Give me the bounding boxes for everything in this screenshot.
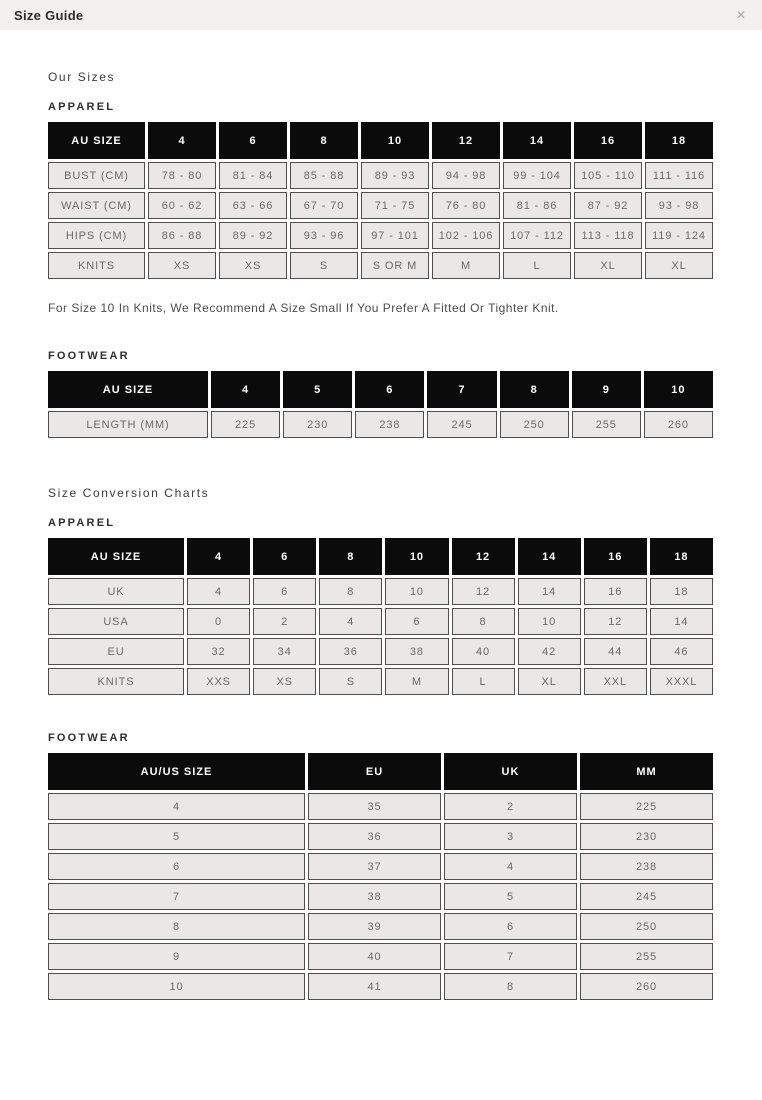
table-body-cell: 7 (48, 883, 305, 910)
table-header-cell: 10 (361, 122, 429, 159)
table-body-cell: 119 - 124 (645, 222, 713, 249)
table-body-cell: 12 (452, 578, 515, 605)
section-title-conversion: Size Conversion Charts (48, 486, 210, 500)
table-body-cell: KNITS (48, 252, 145, 279)
table-body-cell: 71 - 75 (361, 192, 429, 219)
table-body-cell: 7 (444, 943, 577, 970)
table-body-cell: 260 (644, 411, 713, 438)
table-header-cell: 6 (219, 122, 287, 159)
table-body-cell: 4 (319, 608, 382, 635)
table-header-cell: 7 (427, 371, 496, 408)
table-header-cell: 4 (187, 538, 250, 575)
table-header-cell: 10 (385, 538, 448, 575)
table-body-cell: S (319, 668, 382, 695)
table-body-cell: 85 - 88 (290, 162, 358, 189)
table-body-cell: 113 - 118 (574, 222, 642, 249)
table-body-cell: 39 (308, 913, 441, 940)
apparel-sizes-table (48, 122, 713, 279)
table-body-cell: 18 (650, 578, 713, 605)
table-body-cell: S (290, 252, 358, 279)
table-body-cell: XS (148, 252, 216, 279)
table-body-cell: 41 (308, 973, 441, 1000)
table-body-cell: USA (48, 608, 184, 635)
table-body-cell: 6 (444, 913, 577, 940)
table-body-cell: 46 (650, 638, 713, 665)
table-body-cell: 81 - 84 (219, 162, 287, 189)
table-body-cell: 2 (253, 608, 316, 635)
close-button[interactable] (728, 0, 754, 30)
table-header-cell: 6 (253, 538, 316, 575)
table-body-cell: 99 - 104 (503, 162, 571, 189)
table-body-cell: XXS (187, 668, 250, 695)
table-body-cell: M (385, 668, 448, 695)
table-body-cell: 36 (319, 638, 382, 665)
table-body-cell: 81 - 86 (503, 192, 571, 219)
table-body-cell: 78 - 80 (148, 162, 216, 189)
heading-footwear-conversion: FOOTWEAR (48, 732, 130, 744)
table-body-cell: KNITS (48, 668, 184, 695)
table-header-cell: 16 (584, 538, 647, 575)
table-body-cell: 40 (308, 943, 441, 970)
table-body-cell: BUST (CM) (48, 162, 145, 189)
table-header-cell: EU (308, 753, 441, 790)
table-body-cell: LENGTH (MM) (48, 411, 208, 438)
table-body-cell: XXXL (650, 668, 713, 695)
table-body-cell: 63 - 66 (219, 192, 287, 219)
table-header-cell: 6 (355, 371, 424, 408)
table-body-cell: 38 (385, 638, 448, 665)
heading-apparel-sizes: APPAREL (48, 101, 116, 113)
table-body-cell: 4 (48, 793, 305, 820)
table-body-cell: XS (219, 252, 287, 279)
table-header-cell: AU SIZE (48, 122, 145, 159)
table-body-cell: S OR M (361, 252, 429, 279)
footwear-conversion-table (48, 753, 713, 1000)
table-body-cell: L (452, 668, 515, 695)
heading-footwear-sizes: FOOTWEAR (48, 350, 130, 362)
table-header-cell: 12 (432, 122, 500, 159)
table-body-cell: 42 (518, 638, 581, 665)
table-body-cell: 111 - 116 (645, 162, 713, 189)
table-body-cell: 102 - 106 (432, 222, 500, 249)
table-body-cell: 16 (584, 578, 647, 605)
table-body-cell: XL (645, 252, 713, 279)
table-body-cell: EU (48, 638, 184, 665)
modal-title: Size Guide (14, 7, 84, 23)
table-body-cell: 2 (444, 793, 577, 820)
table-body-cell: 6 (48, 853, 305, 880)
close-icon: ✕ (735, 8, 747, 22)
heading-apparel-conversion: APPAREL (48, 517, 116, 529)
table-body-cell: 38 (308, 883, 441, 910)
table-body-cell: 5 (444, 883, 577, 910)
table-body-cell: 93 - 98 (645, 192, 713, 219)
table-header-cell: AU SIZE (48, 538, 184, 575)
table-header-cell: 8 (290, 122, 358, 159)
modal-header (0, 0, 762, 30)
table-body-cell: 3 (444, 823, 577, 850)
table-body-cell: WAIST (CM) (48, 192, 145, 219)
table-body-cell: 89 - 92 (219, 222, 287, 249)
table-header-cell: AU/US SIZE (48, 753, 305, 790)
table-body-cell: 10 (518, 608, 581, 635)
table-body-cell: 255 (580, 943, 713, 970)
table-body-cell: 10 (48, 973, 305, 1000)
table-body-cell: XL (518, 668, 581, 695)
table-body-cell: 14 (650, 608, 713, 635)
table-body-cell: 225 (211, 411, 280, 438)
table-body-cell: 0 (187, 608, 250, 635)
table-body-cell: 8 (452, 608, 515, 635)
table-body-cell: 36 (308, 823, 441, 850)
table-body-cell: 8 (319, 578, 382, 605)
table-body-cell: 250 (580, 913, 713, 940)
table-body-cell: XS (253, 668, 316, 695)
table-body-cell: 230 (283, 411, 352, 438)
table-body-cell: 6 (253, 578, 316, 605)
table-body-cell: 4 (187, 578, 250, 605)
table-body-cell: 67 - 70 (290, 192, 358, 219)
size-guide-content (0, 70, 762, 1000)
table-body-cell: UK (48, 578, 184, 605)
table-header-cell: 14 (503, 122, 571, 159)
table-header-cell: UK (444, 753, 577, 790)
section-title-our-sizes: Our Sizes (48, 70, 116, 84)
table-body-cell: 32 (187, 638, 250, 665)
table-body-cell: 94 - 98 (432, 162, 500, 189)
table-body-cell: 14 (518, 578, 581, 605)
table-body-cell: 87 - 92 (574, 192, 642, 219)
table-header-cell: 10 (644, 371, 713, 408)
table-body-cell: 60 - 62 (148, 192, 216, 219)
table-body-cell: 4 (444, 853, 577, 880)
table-header-cell: MM (580, 753, 713, 790)
table-body-cell: 40 (452, 638, 515, 665)
table-header-cell: 18 (650, 538, 713, 575)
table-header-cell: 18 (645, 122, 713, 159)
table-body-cell: 5 (48, 823, 305, 850)
table-body-cell: 34 (253, 638, 316, 665)
table-body-cell: HIPS (CM) (48, 222, 145, 249)
table-header-cell: 16 (574, 122, 642, 159)
table-body-cell: 238 (580, 853, 713, 880)
table-body-cell: 6 (385, 608, 448, 635)
table-body-cell: 250 (500, 411, 569, 438)
table-body-cell: M (432, 252, 500, 279)
table-body-cell: 93 - 96 (290, 222, 358, 249)
table-header-cell: 14 (518, 538, 581, 575)
footwear-sizes-table (48, 371, 713, 438)
table-body-cell: 10 (385, 578, 448, 605)
table-body-cell: 245 (427, 411, 496, 438)
table-body-cell: 97 - 101 (361, 222, 429, 249)
table-header-cell: 8 (500, 371, 569, 408)
table-body-cell: 105 - 110 (574, 162, 642, 189)
table-body-cell: XL (574, 252, 642, 279)
knits-size-note: For Size 10 In Knits, We Recommend A Size Small If You Prefer A Fitted Or Tighter Knit. (48, 301, 559, 315)
table-body-cell: 107 - 112 (503, 222, 571, 249)
table-header-cell: 8 (319, 538, 382, 575)
table-header-cell: 5 (283, 371, 352, 408)
table-body-cell: 37 (308, 853, 441, 880)
table-body-cell: 76 - 80 (432, 192, 500, 219)
table-body-cell: 255 (572, 411, 641, 438)
table-body-cell: 260 (580, 973, 713, 1000)
table-body-cell: 8 (444, 973, 577, 1000)
table-body-cell: 44 (584, 638, 647, 665)
table-header-cell: 4 (211, 371, 280, 408)
table-body-cell: 8 (48, 913, 305, 940)
table-body-cell: 12 (584, 608, 647, 635)
table-body-cell: 225 (580, 793, 713, 820)
table-body-cell: 245 (580, 883, 713, 910)
table-body-cell: 86 - 88 (148, 222, 216, 249)
table-body-cell: 35 (308, 793, 441, 820)
table-body-cell: 9 (48, 943, 305, 970)
table-body-cell: 238 (355, 411, 424, 438)
table-header-cell: 4 (148, 122, 216, 159)
table-header-cell: 12 (452, 538, 515, 575)
table-body-cell: 89 - 93 (361, 162, 429, 189)
table-body-cell: XXL (584, 668, 647, 695)
table-header-cell: 9 (572, 371, 641, 408)
apparel-conversion-table (48, 538, 713, 695)
table-body-cell: 230 (580, 823, 713, 850)
table-body-cell: L (503, 252, 571, 279)
table-header-cell: AU SIZE (48, 371, 208, 408)
